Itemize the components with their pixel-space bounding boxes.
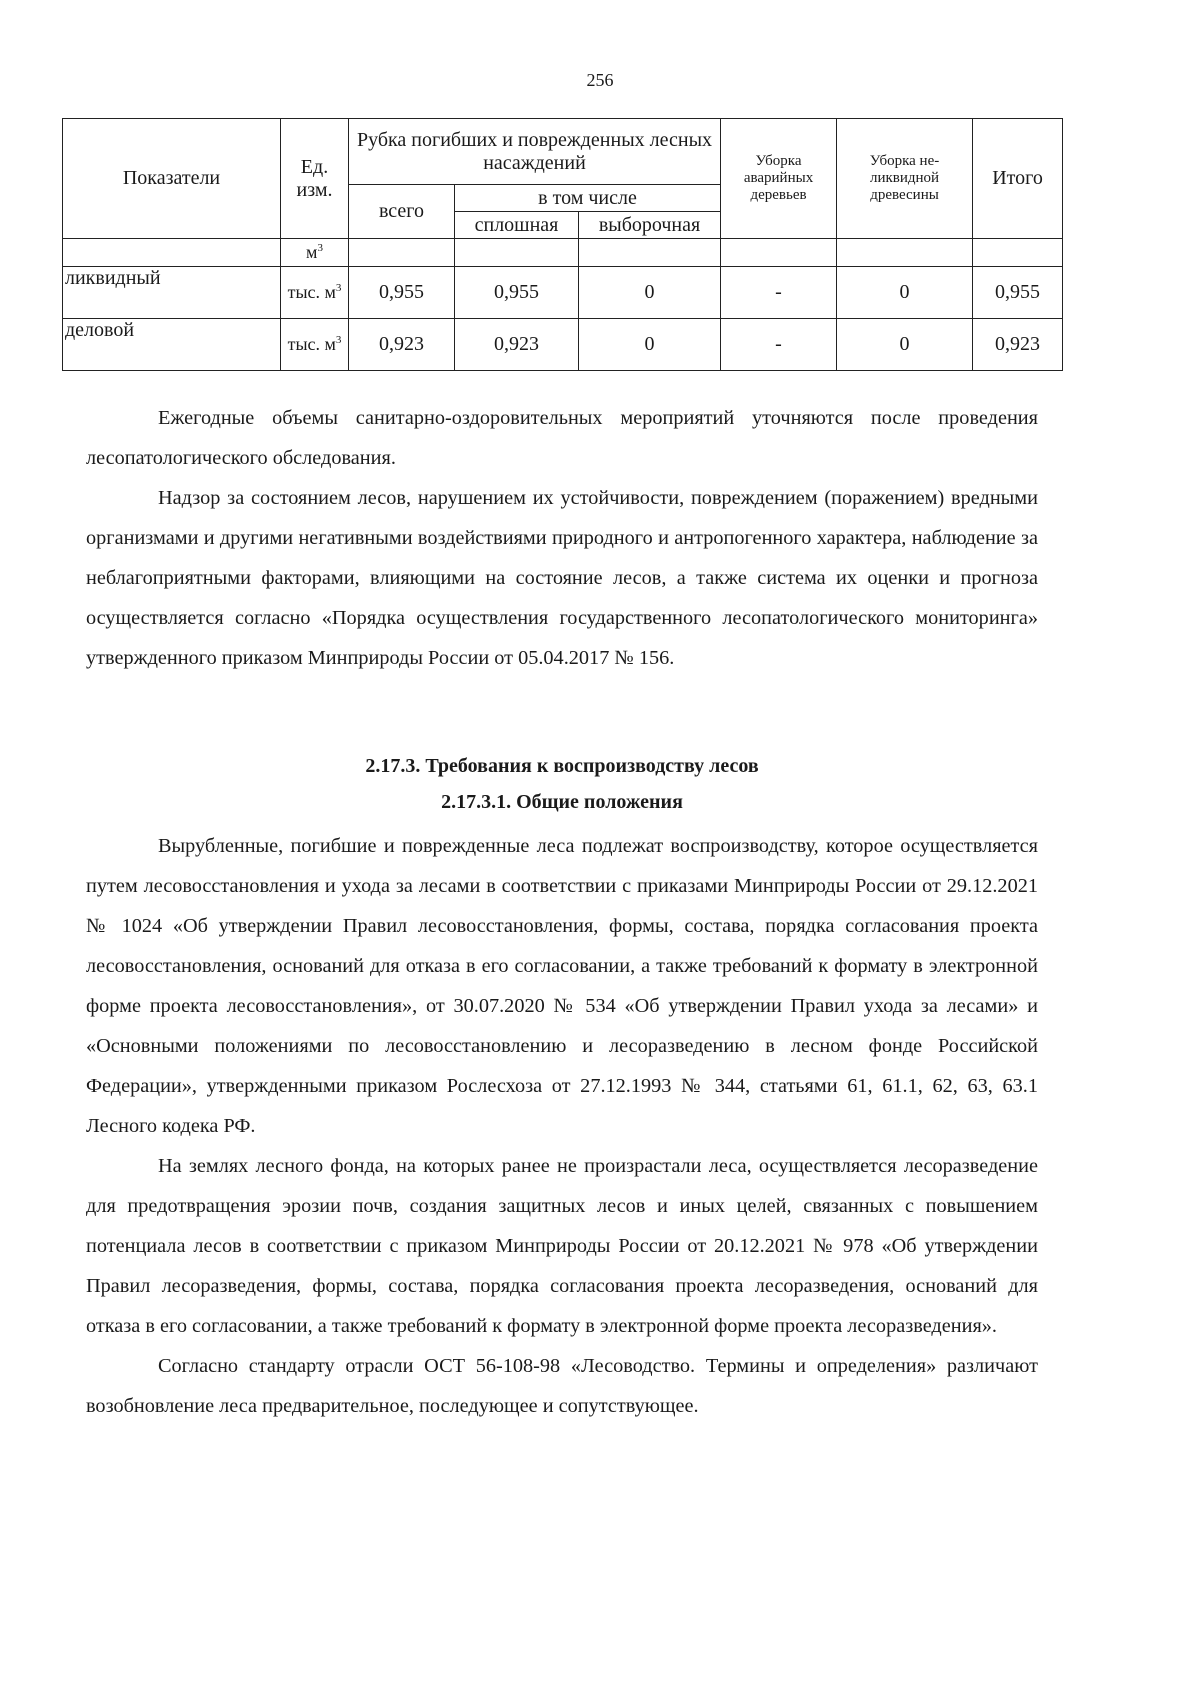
table-row (63, 267, 1063, 319)
header-including: в том числе (455, 185, 721, 212)
unit-cell: тыс. $м^3$ (281, 267, 349, 319)
harvest-table (62, 118, 1063, 371)
table-row (63, 319, 1063, 371)
cell-sum: 0,955 (973, 267, 1063, 319)
cell-illiquid: 0 (837, 267, 973, 319)
paragraph-sanitary: Ежегодные объемы санитарно-оздоровительных мероприятий уточняются после проведения лесопатологического обследования. (86, 407, 1038, 469)
cell-total: 0,923 (349, 319, 455, 371)
paragraph-reproduction: Вырубленные, погибшие и поврежденные леса подлежат воспроизводству, которое осуществляется путем лесовосстановления и ухода за лесами в соответствии с приказами Минприроды России от 29.12.2021 № 1024 «Об утверждении Правил лесовосстановления, формы, состава, порядка согласования проекта лесовосстановления, оснований для отказа в его согласовании, а также требований к формату в электронной форме проекта лесовосстановления», от 30.07.2020 № 534 «Об утверждении Правил ухода за лесами» и «Основными положениями по лесовосстановлению и лесоразведению в лесном фонде Российской Федерации», утвержденными приказом Рослесхоза от 27.12.1993 № 344, статьями 61, 61.1, 62, 63, 63.1 Лесного кодека РФ. (86, 835, 1038, 1137)
cell-clear: 0,955 (455, 267, 579, 319)
cell-clear: 0,923 (455, 319, 579, 371)
paragraph-standard: Согласно стандарту отрасли ОСТ 56-108-98 «Лесоводство. Термины и определения» различают возобновление леса предварительное, последующее и сопутствующее. (86, 1355, 1038, 1417)
page-number: 256 (586, 70, 614, 90)
subsection-heading: 2.17.3.1. Общие положения (441, 791, 683, 813)
header-sum: Итого (973, 119, 1063, 239)
cell-total: 0,955 (349, 267, 455, 319)
row-name: деловой (63, 319, 281, 371)
table-row (63, 239, 1063, 267)
header-emergency-trees: Уборка аварийных деревьев (721, 119, 837, 239)
header-selective: выборочная (579, 212, 721, 239)
body-text-top (86, 398, 1038, 678)
header-clear: сплошная (455, 212, 579, 239)
header-unit: Ед. изм. (281, 119, 349, 239)
header-total: всего (349, 185, 455, 239)
paragraph-afforestation: На землях лесного фонда, на которых ранее не произрастали леса, осуществляется лесоразведение для предотвращения эрозии почв, создания защитных лесов и иных целей, связанных с повышением потенциала лесов в соответствии с приказом Минприроды России от 20.12.2021 № 978 «Об утверждении Правил лесоразведения, формы, состава, порядка согласования проекта лесоразведения, оснований для отказа в его согласовании, а также требований к формату в электронной форме проекта лесоразведения». (86, 1155, 1038, 1337)
paragraph-supervision: Надзор за состоянием лесов, нарушением их устойчивости, повреждением (поражением) вредными организмами и другими негативными воздействиями природного и антропогенного характера, наблюдение за неблагоприятными факторами, влияющими на состояние лесов, а также система их оценки и прогноза осуществляется согласно «Порядка осуществления государственного лесопатологического мониторинга» утвержденного приказом Минприроды России от 05.04.2017 № 156. (86, 487, 1038, 669)
body-text-bottom (86, 826, 1038, 1426)
header-cutting-group: Рубка погибших и поврежденных лесных насаждений (349, 119, 721, 185)
cell-selective: 0 (579, 319, 721, 371)
unit-cell: $м^3$ (281, 239, 349, 267)
header-illiquid-wood: Уборка не-ликвидной древесины (837, 119, 973, 239)
row-name: ликвидный (63, 267, 281, 319)
cell-emergency: - (721, 319, 837, 371)
cell-selective: 0 (579, 267, 721, 319)
cell-illiquid: 0 (837, 319, 973, 371)
cell-emergency: - (721, 267, 837, 319)
header-indicators: Показатели (63, 119, 281, 239)
cell-sum: 0,923 (973, 319, 1063, 371)
section-headings (86, 748, 1038, 820)
unit-cell: тыс. $м^3$ (281, 319, 349, 371)
section-heading: 2.17.3. Требования к воспроизводству лесов (365, 755, 759, 777)
